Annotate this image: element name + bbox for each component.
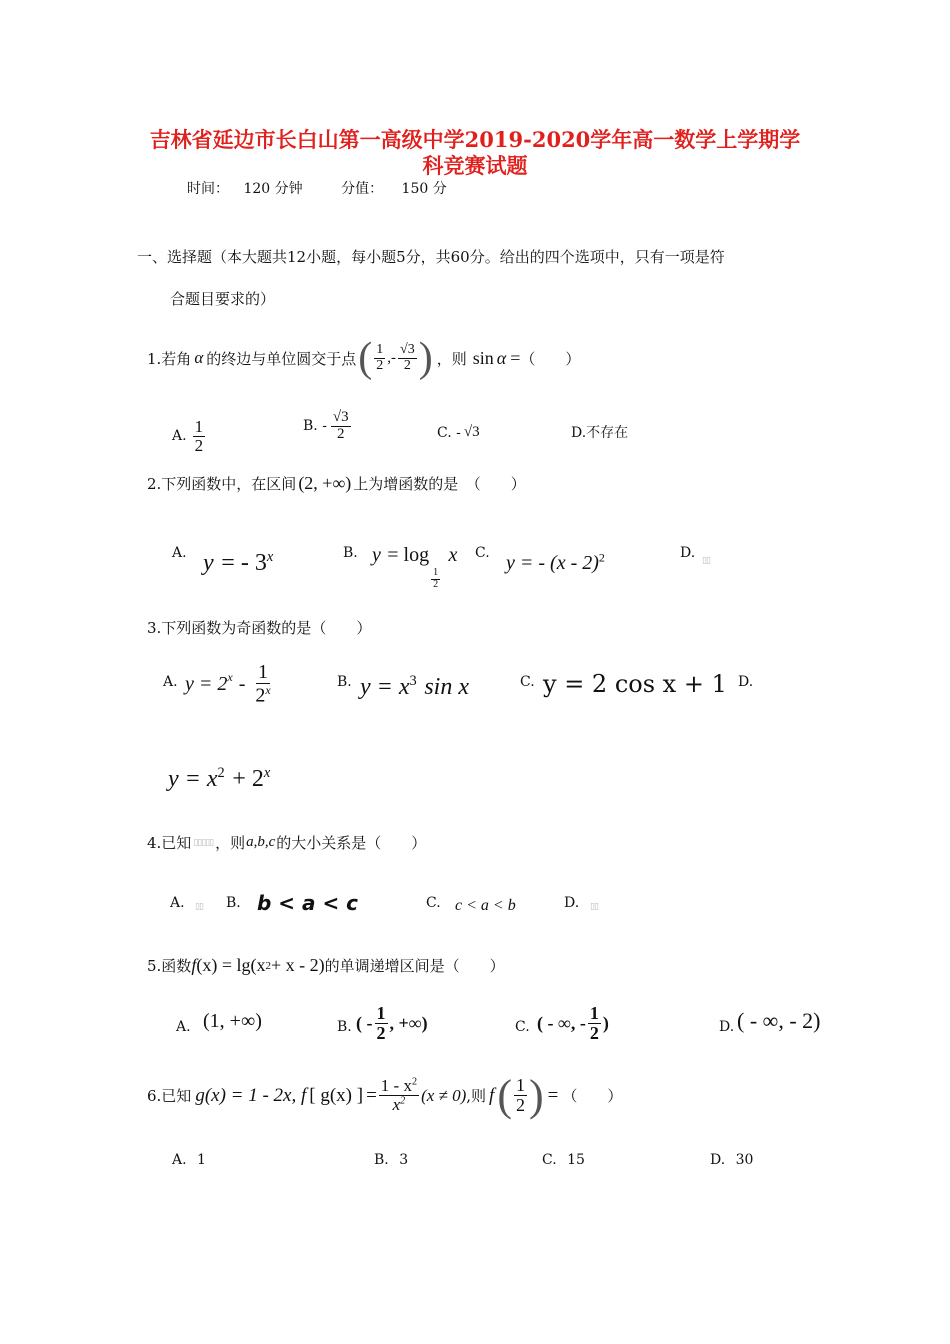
q6-open-paren: ( [497,1071,512,1120]
q3b-lhs: y = x [360,674,410,700]
q3-option-b-label: B. [337,674,352,690]
q3a-exp: x [227,669,233,684]
q5-expr-tail: + x - 2) [270,955,325,975]
q5-prefix: 5.函数 [147,957,192,975]
q1-option-a-frac [193,418,206,455]
q2-tail: 上为增函数的是 （ ） [353,475,526,493]
q2b-base [431,568,440,590]
q5c-den: 2 [589,1022,599,1043]
q5c-pre: ( - ∞, - [537,1012,586,1033]
q3-option-c-label: C. [520,674,535,690]
q6-prefix: 6.已知 [147,1087,192,1105]
q1-option-b-num: √3 [332,409,349,425]
q2b-y: y [372,544,381,566]
q6-arg-num: 1 [515,1075,525,1096]
q2b-base-den: 2 [433,578,439,590]
q1-point-y [398,343,417,373]
q2a-y: y [203,550,214,576]
q6-num [379,1077,419,1096]
q6-den-text: x [392,1095,401,1114]
q4-option-d-blurred-formula: ▯▯ [590,902,598,912]
q1-sin: sin [472,347,494,368]
q6-eq1: = [366,1084,377,1106]
q4-option-c-label: C. [426,895,441,911]
q1-close-paren: ) [418,335,433,381]
q5-option-b-label: B. [337,1019,352,1035]
q2-option-a-label: A. [172,545,187,561]
q1-option-b-label: B. - [303,418,327,435]
document-title-line1: 吉林省延边市长白山第一高级中学2019-2020学年高一数学上学期学 [149,127,801,152]
q2c-expr: y = - (x - 2) [506,552,599,574]
q4-option-b-expr: b < a < c [257,891,359,915]
q6-option-d-label: D. [710,1152,726,1168]
q1-neg: - [391,349,397,366]
question-2 [147,473,526,494]
q5c-post: ) [602,1012,609,1033]
time-label: 时间： [187,181,229,197]
question-6 [147,1070,622,1121]
q1-option-a [172,418,207,455]
q3-option-d-label: D. [738,674,754,690]
q6-den [391,1096,408,1114]
q2-option-a-expr [203,548,273,577]
q2-option-d-blurred-formula: ▯▯ [702,556,710,566]
question-1 [147,334,580,382]
q6-option-b-value: 3 [399,1152,409,1168]
q3d-plus: + 2 [232,766,264,792]
q1-point-x-den: 2 [376,357,384,373]
q2-interval: (2, +∞) [298,473,352,493]
q1-option-b [303,410,353,443]
q4-option-a-label: A. [170,895,185,911]
q6-option-d [710,1152,753,1168]
q5-option-c-label: C. [515,1019,530,1035]
q1-option-a-label: A. [172,428,187,445]
q1-comma: , [387,349,392,366]
q5-option-a-label: A. [176,1019,191,1035]
q6-gx: [ g(x) ] [309,1084,364,1106]
score-label: 分值： [341,181,384,197]
q5-option-d-expr: ( - ∞, - 2) [737,1008,821,1033]
q5-f: f [191,955,197,975]
q3a-num: 1 [258,661,269,683]
q6-option-d-value: 30 [735,1152,754,1168]
q3-option-a-label: A. [163,674,178,690]
q6-option-c-label: C. [542,1152,557,1168]
q5-option-b-expr [356,1004,428,1043]
q2-option-b-label: B. [343,545,358,561]
q6-cond: (x ≠ 0) [421,1085,467,1105]
q4-prefix: 4.已知 [147,834,192,852]
q2a-rhs: = - 3 [221,550,267,576]
q2-option-c-label: C. [475,545,490,561]
q3b-tail: sin x [424,674,470,700]
q5c-num: 1 [589,1003,599,1023]
q2-option-d-label: D. [680,545,696,561]
q6-close-paren: ) [528,1071,544,1120]
question-4 [147,832,426,853]
section-heading-line2: 合题目要求的） [170,290,276,308]
q6-arg-den: 2 [515,1095,525,1115]
q5-exp: 2 [265,959,271,972]
q5b-frac [375,1004,388,1043]
q5-tail: 的单调递增区间是（ ） [324,957,505,975]
exam-meta [187,178,447,198]
q2b-x: x [448,544,458,566]
q1-point-y-den: 2 [403,357,411,373]
q5-option-a-expr: (1, +∞) [203,1010,262,1032]
q4-option-b-label: B. [226,895,241,911]
q3-option-d-expr [168,764,270,793]
q6-option-c-value: 15 [567,1152,585,1168]
q5b-num: 1 [376,1003,386,1023]
q1-option-b-frac [331,410,351,443]
q3d-exp2: x [263,765,271,781]
q2c-exp: 2 [598,550,605,565]
q1-point-x-num: 1 [376,341,384,357]
q1-option-b-den: 2 [337,425,345,442]
q6-option-c [542,1152,585,1168]
q1-tail: （ ） [520,349,581,368]
q3a-frac [253,662,272,707]
q4-tail: 的大小关系是（ ） [276,834,427,852]
q1-point-y-num: √3 [400,341,415,357]
q3-option-c-expr: y = 2 cos x + 1 [543,670,727,698]
q6-frac [379,1077,419,1114]
q5b-den: 2 [376,1022,386,1043]
q6-num-text: 1 - x [380,1076,412,1096]
q4-blurred-formula: ▯▯▯▯▯ [193,837,214,848]
q3b-exp3: 3 [409,673,417,689]
q5c-frac [588,1004,601,1043]
q1-alpha: α [194,348,204,367]
q1-prefix: 1.若角 [147,349,192,368]
q3a-den [253,684,272,707]
q6-num-exp: 2 [411,1076,418,1088]
section-heading-line1: 一、选择题（本大题共12小题，每小题5分，共60分。给出的四个选项中，只有一项是符 [137,248,725,266]
q2b-rhs: = log [387,544,430,566]
q5-expr: (x) = lg(x [196,955,266,975]
q1-option-c [437,424,480,441]
q6-option-b [374,1152,408,1168]
q1-option-c-value: √3 [463,424,480,440]
q1-point-x [374,343,385,373]
q3d-exp1: 2 [217,765,225,781]
q6-den-exp: 2 [400,1095,406,1107]
question-5 [147,955,505,976]
q2a-exp: x [266,549,274,565]
q3-option-b-expr [360,672,469,701]
q6-option-a [172,1152,206,1168]
q3a-den-base: 2 [255,684,266,707]
q4-abc: a,b,c [246,834,276,850]
q4-option-c-expr: c < a < b [455,897,516,914]
document-title-line2: 科竞赛试题 [422,153,528,178]
q5-option-d-label: D. [719,1019,735,1035]
q2-prefix: 2.下列函数中，在区间 [147,475,297,493]
q6-mid: ,则 [466,1087,487,1105]
q4-mid: ，则 [215,834,246,852]
q1-mid1: 的终边与单位圆交于点 [206,349,357,368]
q3a-minus: - [238,672,246,695]
q6-arg [514,1076,527,1115]
time-value: 120 分钟 [243,181,303,197]
q4-option-a-blurred-formula: ▯▯ [195,902,203,912]
q2b-base-num: 1 [433,567,439,578]
q2-option-b-expr [372,542,457,590]
question-3: 3.下列函数为奇函数的是（ ） [147,619,372,637]
q1-option-d: D.不存在 [571,425,629,441]
q6-option-a-label: A. [172,1152,187,1168]
q6-tail: （ ） [562,1087,623,1105]
q1-option-a-den: 2 [194,435,204,455]
q5b-post: , +∞) [389,1012,428,1033]
q3-option-a-expr [185,662,275,707]
q5b-pre: ( - [356,1012,373,1033]
score-value: 150 分 [401,181,447,197]
q6-eq2: = [547,1084,559,1106]
q1-option-c-label: C. - [437,424,461,441]
q1-sin-alpha: α [496,347,507,368]
q6-option-b-label: B. [374,1152,389,1168]
q1-equals: = [510,347,521,368]
q3a-lhs: y = 2 [185,672,228,695]
q2-option-c-expr [506,550,605,575]
q3d-lhs: y = x [168,766,218,792]
q1-mid2: ，则 [436,349,467,368]
q4-option-d-label: D. [564,895,580,911]
q6-f: f [489,1084,495,1106]
q1-open-paren: ( [358,335,373,381]
q6-g: g(x) = 1 - 2x, f [195,1084,307,1106]
q5-option-c-expr [537,1004,609,1043]
q3a-den-exp: x [265,683,271,697]
q1-option-a-num: 1 [194,417,204,436]
q6-option-a-value: 1 [197,1152,206,1168]
